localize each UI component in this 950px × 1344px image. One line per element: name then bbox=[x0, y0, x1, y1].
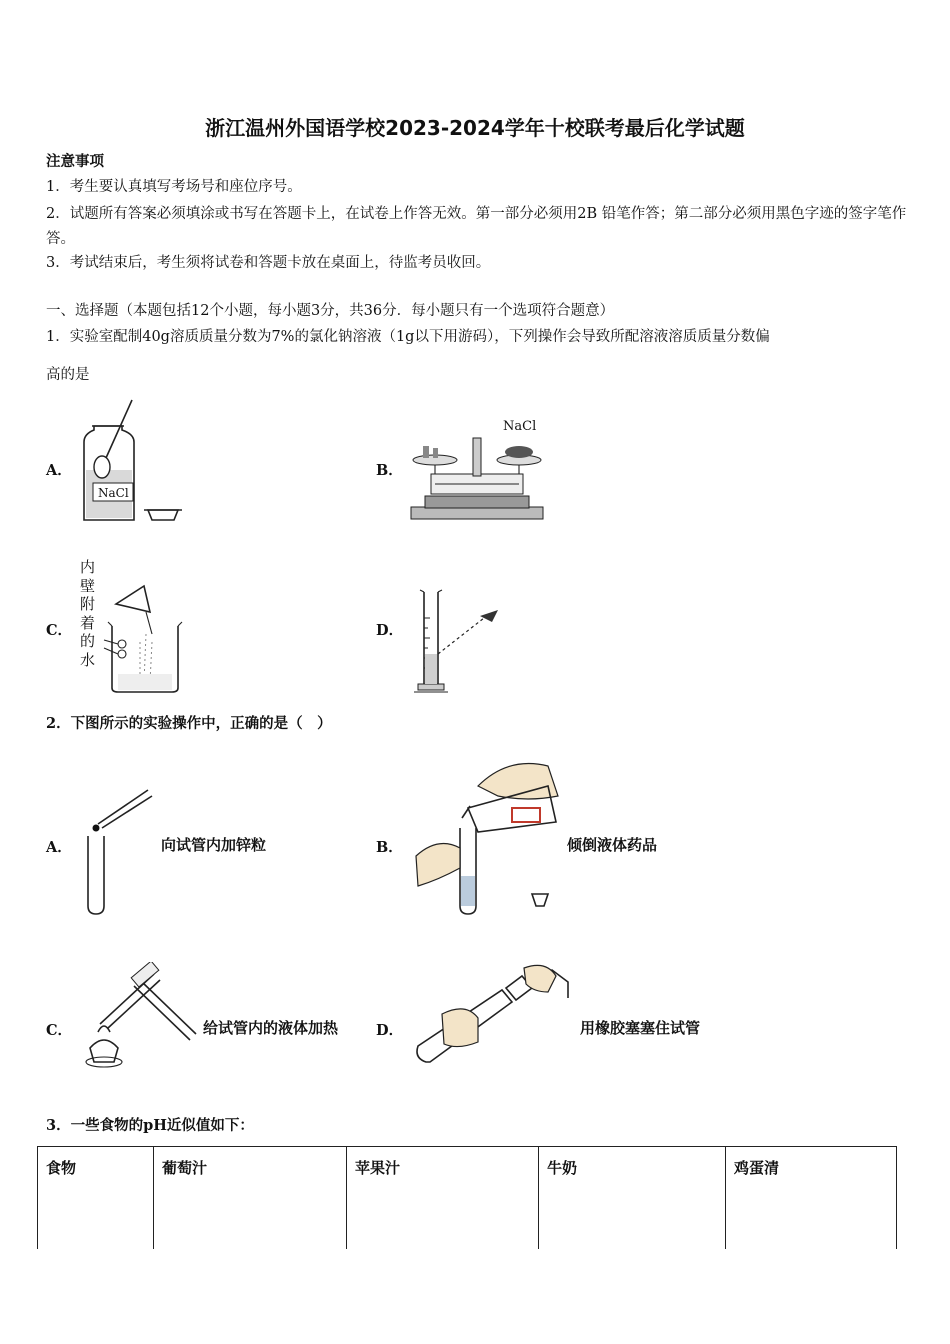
notice-item-1: 1．考生要认真填写考场号和座位序号。 bbox=[46, 179, 302, 195]
q2-caption-d: 用橡胶塞塞住试管 bbox=[580, 1019, 701, 1037]
table-header-cell: 鸡蛋清 bbox=[726, 1147, 897, 1250]
q1-stem-cont: 高的是 bbox=[46, 367, 90, 383]
ph-table bbox=[37, 1146, 897, 1249]
table-header-cell: 葡萄汁 bbox=[154, 1147, 347, 1250]
q1-option-c: C． bbox=[46, 622, 73, 639]
table-header-cell: 苹果汁 bbox=[347, 1147, 539, 1250]
q1-option-b: B． bbox=[376, 462, 403, 479]
test-tube-illustration-a bbox=[82, 786, 154, 918]
balance-illustration bbox=[405, 412, 550, 527]
q2-caption-c: 给试管内的液体加热 bbox=[203, 1019, 339, 1037]
q3-stem: 3．一些食物的pH近似值如下： bbox=[46, 1117, 254, 1134]
beaker-illustration bbox=[100, 582, 190, 694]
notice-heading: 注意事项 bbox=[46, 153, 104, 170]
q2-option-b: B． bbox=[376, 839, 403, 856]
stopper-illustration bbox=[406, 962, 576, 1074]
table-header-cell: 食物 bbox=[38, 1147, 154, 1250]
q1-option-a: A． bbox=[46, 462, 72, 479]
table-row bbox=[38, 1147, 897, 1250]
nacl-label-a: NaCl bbox=[98, 486, 129, 500]
inner-wall-label: 内壁附着的水 bbox=[80, 558, 96, 669]
q2-caption-a: 向试管内加锌粒 bbox=[161, 836, 267, 854]
heating-illustration bbox=[78, 962, 198, 1074]
pouring-illustration bbox=[408, 756, 568, 920]
section-heading: 一、选择题（本题包括12个小题，每小题3分，共36分．每小题只有一个选项符合题意） bbox=[46, 303, 615, 319]
table-header-cell: 牛奶 bbox=[539, 1147, 726, 1250]
q2-caption-b: 倾倒液体药品 bbox=[567, 836, 658, 854]
notice-item-2: 2．试题所有答案必须填涂或书写在答题卡上，在试卷上作答无效。第一部分必须用2B 铅笔作答；第二部分必须用黑色字迹的签字笔作答。 bbox=[46, 206, 907, 247]
q1-stem: 1．实验室配制40g溶质质量分数为7%的氯化钠溶液（1g以下用游码），下列操作会导致所配溶液溶质质量分数偏 bbox=[46, 329, 770, 345]
q2-option-d: D． bbox=[376, 1022, 404, 1039]
cylinder-illustration bbox=[408, 588, 504, 696]
page-title: 浙江温州外国语学校2023-2024学年十校联考最后化学试题 bbox=[205, 116, 745, 140]
q2-option-a: A． bbox=[46, 839, 72, 856]
notice-item-3: 3．考试结束后，考生须将试卷和答题卡放在桌面上，待监考员收回。 bbox=[46, 255, 491, 271]
reagent-bottle-illustration bbox=[78, 392, 193, 527]
nacl-label-b: NaCl bbox=[503, 419, 537, 434]
q2-stem: 2．下图所示的实验操作中，正确的是（ ） bbox=[46, 715, 332, 732]
q1-option-d: D． bbox=[376, 622, 404, 639]
q2-option-c: C． bbox=[46, 1022, 73, 1039]
